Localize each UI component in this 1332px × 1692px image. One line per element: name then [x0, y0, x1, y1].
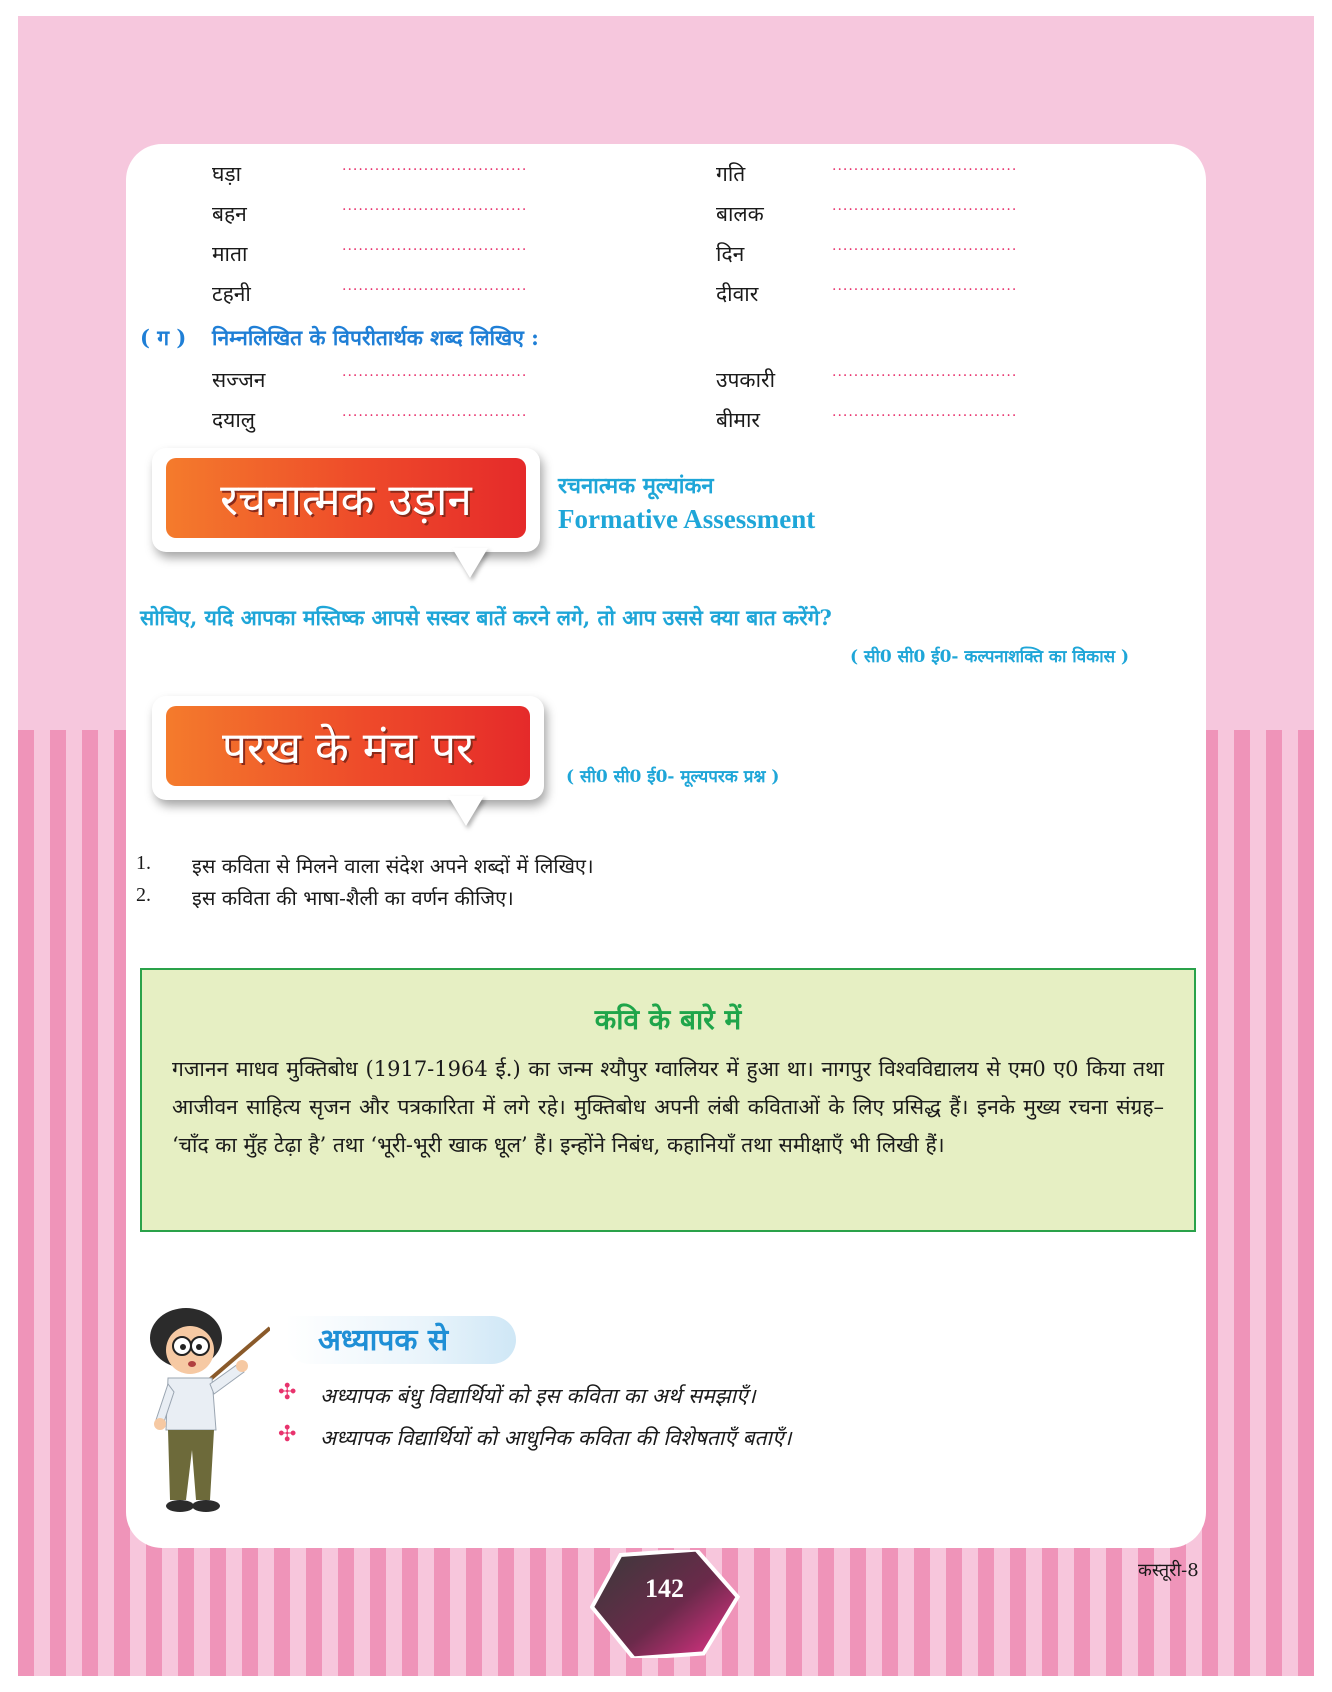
answer-blank[interactable]: ..................................	[342, 238, 528, 254]
about-poet-box	[140, 968, 1196, 1232]
word-right: गति	[716, 162, 746, 186]
section-instruction: निम्नलिखित के विपरीतार्थक शब्द लिखिए :	[212, 325, 539, 350]
teacher-instruction: अध्यापक बंधु विद्यार्थियों को इस कविता का अर्थ समझाएँ।	[320, 1384, 756, 1408]
question-text: इस कविता की भाषा-शैली का वर्णन कीजिए।	[192, 886, 514, 910]
about-poet-title: कवि के बारे में	[594, 1003, 742, 1036]
answer-blank[interactable]: ..................................	[342, 278, 528, 294]
word-left: दयालु	[212, 408, 256, 432]
question-number: 2.	[136, 884, 151, 906]
book-name: कस्तूरी-8	[1138, 1560, 1199, 1581]
word-left: घड़ा	[212, 162, 242, 186]
teacher-heading: अध्यापक से	[318, 1323, 449, 1358]
page-number: 142	[645, 1574, 684, 1603]
answer-blank[interactable]: ..................................	[342, 404, 528, 420]
word-right: दीवार	[716, 282, 759, 306]
answer-blank[interactable]: ..................................	[832, 278, 1018, 294]
evaluation-tag: ( सी0 सी0 ई0- मूल्यपरक प्रश्न )	[566, 767, 780, 787]
banner-title: रचनात्मक उड़ान	[166, 458, 526, 538]
answer-blank[interactable]: ..................................	[832, 364, 1018, 380]
teacher-boy-illustration	[140, 1300, 270, 1520]
word-right: बालक	[716, 202, 764, 226]
about-poet-text: गजानन माधव मुक्तिबोध (1917-1964 ई.) का जन्म श्यौपुर ग्वालियर में हुआ था। नागपुर विश्वविद्यालय से एम0 ए0 किया तथा आजीवन साहित्य सृजन और पत्रकारिता में लगे रहे। मुक्तिबोध अपनी लंबी कविताओं के लिए प्रसिद्ध हैं। इनके मुख्य रचना संग्रह– ‘चाँद का मुँह टेढ़ा है’ तथा ‘भूरी-भूरी खाक धूल’ हैं। इन्होंने निबंध, कहानियाँ तथा समीक्षाएँ भी लिखी हैं।	[172, 1057, 1164, 1157]
answer-blank[interactable]: ..................................	[342, 364, 528, 380]
answer-blank[interactable]: ..................................	[832, 404, 1018, 420]
word-right: दिन	[716, 242, 745, 266]
answer-blank[interactable]: ..................................	[342, 158, 528, 174]
question-number: 1.	[136, 852, 151, 874]
answer-blank[interactable]: ..................................	[342, 198, 528, 214]
word-left: टहनी	[212, 282, 251, 306]
teacher-instruction: अध्यापक विद्यार्थियों को आधुनिक कविता की विशेषताएँ बताएँ।	[320, 1426, 792, 1450]
word-right: बीमार	[716, 408, 761, 432]
word-right: उपकारी	[716, 368, 776, 392]
creative-tag: ( सी0 सी0 ई0- कल्पनाशक्ति का विकास )	[850, 647, 1130, 667]
word-left: बहन	[212, 202, 247, 226]
banner-tail	[452, 548, 488, 578]
banner-creative	[152, 448, 540, 552]
word-left: माता	[212, 242, 248, 266]
answer-blank[interactable]: ..................................	[832, 238, 1018, 254]
banner-tail	[448, 796, 484, 826]
banner-evaluation	[152, 696, 544, 800]
creative-question: सोचिए, यदि आपका मस्तिष्क आपसे सस्वर बातें करने लगे, तो आप उससे क्या बात करेंगे?	[140, 605, 832, 630]
answer-blank[interactable]: ..................................	[832, 158, 1018, 174]
banner-subtitle-english: Formative Assessment	[558, 504, 816, 534]
bullet-icon: ✣	[278, 1422, 297, 1447]
page-number-badge	[590, 1550, 740, 1658]
question-text: इस कविता से मिलने वाला संदेश अपने शब्दों में लिखिए।	[192, 854, 594, 878]
bullet-icon: ✣	[278, 1380, 297, 1405]
banner-title: परख के मंच पर	[166, 706, 530, 786]
banner-subtitle-hindi: रचनात्मक मूल्यांकन	[558, 473, 714, 499]
answer-blank[interactable]: ..................................	[832, 198, 1018, 214]
section-marker: ( ग )	[140, 325, 187, 350]
word-left: सज्जन	[212, 368, 266, 392]
